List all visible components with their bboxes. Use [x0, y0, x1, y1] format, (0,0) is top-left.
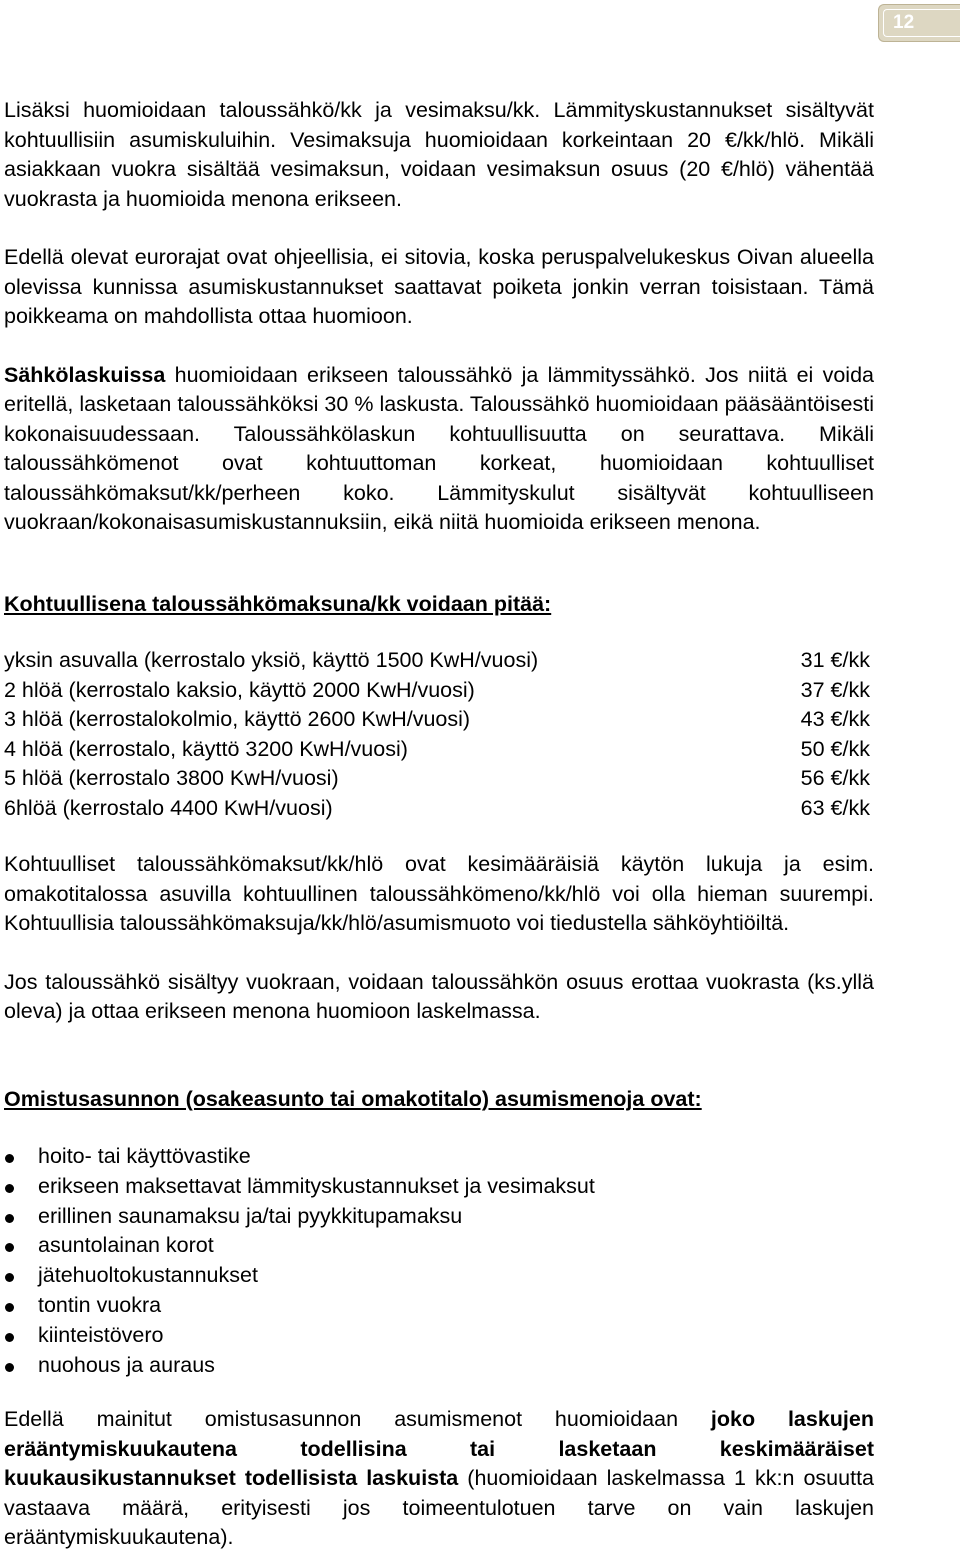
bullet-icon — [5, 1184, 14, 1193]
list-item — [4, 1202, 874, 1232]
page-number: 12 — [893, 12, 915, 33]
list-item — [4, 1351, 874, 1381]
paragraph-guideline-limits: Edellä olevat eurorajat ovat ohjeellisia, ei sitovia, koska peruspalvelukeskus Oivan alueella olevissa kunnissa asumiskustannukset saattavat poiketa jonkin verran toisistaan. Tämä poikkeama on mahdollista ottaa huomioon. — [4, 245, 874, 328]
list-item — [4, 1172, 874, 1202]
paragraph-reasonable-fees: Kohtuulliset taloussähkömaksut/kk/hlö ovat kesimääräisiä käytön lukuja ja esim. omakotitalossa asuvilla kohtuullinen taloussähkömeno/kk/hlö voi olla hieman suurempi. Kohtuullisia taloussähkömaksuja/kk/hlö/asumismuoto voi tiedustella sähköyhtiöiltä. — [4, 852, 874, 935]
electricity-fee-row — [4, 646, 870, 676]
list-item-text: kiinteistövero — [38, 1322, 164, 1347]
list-item — [4, 1321, 874, 1351]
paragraph-electricity-bills — [4, 361, 874, 538]
page-number-badge — [878, 4, 960, 42]
bullet-icon — [5, 1303, 14, 1312]
electricity-fee-row — [4, 705, 870, 735]
paragraph-included-in-rent: Jos taloussähkö sisältyy vuokraan, voidaan taloussähkön osuus erottaa vuokrasta (ks.yllä oleva) ja ottaa erikseen menona huomioon laskelmassa. — [4, 969, 874, 1023]
owner-housing-costs-list — [4, 1142, 874, 1380]
electricity-bills-text: huomioidaan erikseen taloussähkö ja lämmityssähkö. Jos niitä ei voida eritellä, lasketaan taloussähköksi 30 % laskusta. Taloussähkö huomioidaan pääsääntöisesti kokonaisuudessaan. Taloussähkölaskun kohtuullisuutta on seurattava. Mikäli taloussähkömenot ovat kohtuuttoman korkeat, huomioidaan kohtuulliset taloussähkömaksut/kk/perheen koko. Lämmityskulut sisältyvät kohtuulliseen vuokraan/kokonaisasumiskustannuksiin, eikä niitä huomioida erikseen menona. — [4, 362, 874, 534]
electricity-fee-price: 50 €/kk — [800, 736, 870, 761]
electricity-fee-row — [4, 735, 870, 765]
list-item — [4, 1231, 874, 1261]
bullet-icon — [5, 1273, 14, 1282]
electricity-fee-price: 37 €/kk — [800, 677, 870, 702]
list-item-text: erikseen maksettavat lämmityskustannukset ja vesimaksut — [38, 1173, 595, 1198]
list-item-text: jätehuoltokustannukset — [38, 1263, 258, 1288]
bullet-icon — [5, 1243, 14, 1252]
electricity-fee-table — [4, 646, 874, 823]
electricity-fee-price: 31 €/kk — [800, 648, 870, 672]
list-item-text: erillinen saunamaksu ja/tai pyykkitupamaksu — [38, 1203, 463, 1228]
electricity-fee-label: 3 hlöä (kerrostalokolmio, käyttö 2600 KwH/vuosi) — [4, 707, 471, 731]
list-item-text: nuohous ja auraus — [38, 1352, 215, 1377]
owner-costs-bold: joko laskujen erääntymiskuukautena todellisina tai lasketaan keskimääräiset kuukausikustannukset todellisista laskuista — [4, 1407, 874, 1491]
list-item-text: tontin vuokra — [38, 1292, 162, 1317]
owner-costs-text-b: (huomioidaan laskelmassa 1 kk:n osuutta vastaava määrä, erityisesti jos toimeentulotuen tarve on vain laskujen erääntymiskuukautena). — [4, 1466, 875, 1550]
list-item — [4, 1142, 874, 1172]
bullet-icon — [5, 1333, 14, 1342]
electricity-fee-row — [4, 764, 870, 794]
bullet-icon — [5, 1154, 14, 1163]
electricity-fee-label: yksin asuvalla (kerrostalo yksiö, käyttö 1500 KwH/vuosi) — [4, 648, 539, 672]
electricity-fee-label: 5 hlöä (kerrostalo 3800 KwH/vuosi) — [4, 766, 339, 790]
electricity-fee-price: 56 €/kk — [800, 766, 870, 790]
list-item — [4, 1291, 874, 1321]
electricity-fee-price: 43 €/kk — [800, 707, 870, 731]
document-body — [4, 96, 874, 1553]
electricity-fee-label: 2 hlöä (kerrostalo kaksio, käyttö 2000 KwH/vuosi) — [4, 677, 475, 702]
electricity-fee-row — [4, 676, 870, 706]
electricity-fee-price: 63 €/kk — [800, 795, 870, 820]
bullet-icon — [5, 1214, 14, 1223]
paragraph-water-fee: Lisäksi huomioidaan taloussähkö/kk ja vesimaksu/kk. Lämmityskustannukset sisältyvät kohtuullisiin asumiskuluihin. Vesimaksuja huomioidaan korkeintaan 20 €/kk/hlö. Mikäli asiakkaan vuokra sisältää vesimaksun, voidaan vesimaksun osuus (20 €/hlö) vähentää vuokrasta ja huomioida menona erikseen. — [4, 98, 874, 211]
section-heading-owner-housing-costs: Omistusasunnon (osakeasunto tai omakotitalo) asumismenoja ovat: — [4, 1086, 702, 1111]
list-item-text: asuntolainan korot — [38, 1233, 214, 1258]
bullet-icon — [5, 1363, 14, 1372]
electricity-fee-label: 4 hlöä (kerrostalo, käyttö 3200 KwH/vuosi) — [4, 736, 408, 761]
paragraph-owner-costs-timing — [4, 1405, 874, 1553]
list-item-text: hoito- tai käyttövastike — [38, 1144, 251, 1168]
electricity-fee-row — [4, 794, 870, 824]
list-item — [4, 1261, 874, 1291]
owner-costs-text-a: Edellä mainitut omistusasunnon asumismenot huomioidaan — [4, 1407, 711, 1432]
electricity-fee-label: 6hlöä (kerrostalo 4400 KwH/vuosi) — [4, 795, 333, 820]
section-heading-electricity-fee: Kohtuullisena taloussähkömaksuna/kk voidaan pitää: — [4, 591, 552, 616]
electricity-bills-term: Sähkölaskuissa — [4, 362, 166, 387]
